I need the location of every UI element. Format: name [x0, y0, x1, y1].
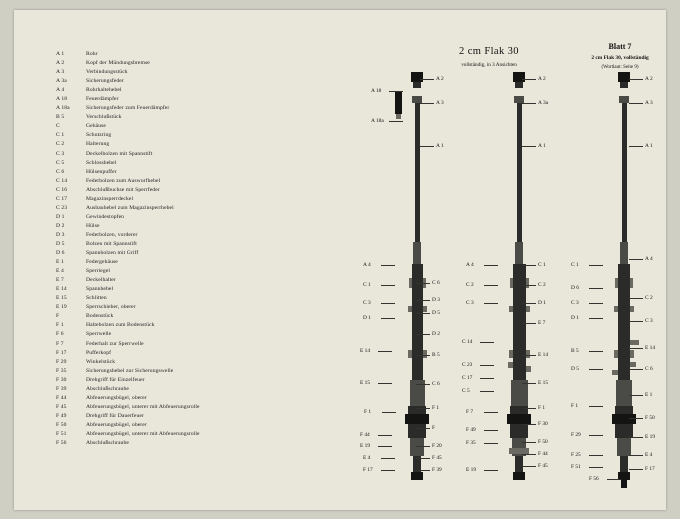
legend-text: Abfeuerungsbügel, oberer: [86, 394, 147, 401]
legend-text: Spannhebel: [86, 286, 114, 293]
gun-part: [619, 96, 629, 103]
gun-part: [616, 380, 632, 406]
callout-label: C 14: [462, 339, 473, 345]
callout-label: F 50: [538, 439, 548, 445]
leader-line: [629, 395, 643, 396]
leader-line: [378, 351, 392, 352]
callout-label: C 6: [432, 381, 440, 387]
legend-text: Sicherungsfeder: [86, 78, 124, 85]
legend-code: C 14: [56, 177, 68, 184]
legend-code: A 4: [56, 87, 65, 94]
callout-label: C 17: [462, 375, 473, 381]
callout-label: C 3: [645, 318, 653, 324]
legend-code: A 3a: [56, 78, 67, 85]
leader-line: [378, 435, 392, 436]
legend-text: Gewindestopfen: [86, 213, 125, 220]
callout-label: F 1: [432, 405, 440, 411]
callout-label: A 1: [538, 143, 546, 149]
callout-label: E 7: [538, 320, 546, 326]
leader-line: [420, 79, 434, 80]
callout-label: B 5: [432, 352, 440, 358]
gun-part: [630, 278, 633, 288]
callout-label: F 17: [363, 467, 373, 473]
leader-line: [416, 384, 430, 385]
callout-label: B 5: [571, 348, 579, 354]
gun-part: [617, 438, 631, 456]
legend-text: Abfeuerungsbügel, oberer: [86, 421, 147, 428]
gun-part: [614, 350, 618, 358]
leader-line: [629, 469, 643, 470]
leader-line: [416, 458, 430, 459]
leader-line: [629, 259, 643, 260]
legend-text: Hülse: [86, 222, 100, 229]
legend-code: D 1: [56, 213, 65, 220]
legend-code: E 4: [56, 268, 64, 275]
legend-text: Verbindungsstück: [86, 69, 128, 76]
leader-line: [522, 408, 536, 409]
legend-text: Feuerdämpfer: [86, 96, 119, 103]
leader-line: [416, 334, 430, 335]
leader-line: [629, 418, 643, 419]
gun-part: [615, 278, 618, 288]
callout-label: A 2: [645, 76, 653, 82]
legend-code: C 23: [56, 204, 68, 211]
leader-line: [589, 467, 603, 468]
legend-code: F 17: [56, 349, 67, 356]
leader-line: [629, 298, 643, 299]
legend-code: D 6: [56, 250, 65, 257]
callout-label: F 45: [432, 455, 442, 461]
callout-label: D 1: [571, 315, 579, 321]
callout-label: A 2: [538, 76, 546, 82]
legend-code: F 44: [56, 394, 67, 401]
legend-code: C 2: [56, 141, 65, 148]
legend-code: C 16: [56, 186, 68, 193]
leader-line: [416, 283, 430, 284]
callout-label: E 15: [360, 380, 371, 386]
callout-label: F 49: [466, 427, 476, 433]
legend-text: Federgehäuse: [86, 259, 118, 266]
leader-line: [522, 146, 536, 147]
legend-text: Pufferkopf: [86, 349, 112, 356]
leader-line: [589, 406, 603, 407]
gun-part: [618, 264, 630, 384]
leader-line: [522, 383, 536, 384]
callout-label: F: [432, 425, 435, 431]
callout-label: A 4: [645, 256, 653, 262]
legend-code: B 5: [56, 114, 65, 121]
callout-label: C 3: [571, 300, 579, 306]
leader-line: [522, 285, 536, 286]
leader-line: [389, 91, 403, 92]
callout-label: E 14: [360, 348, 371, 354]
callout-label: C 2: [538, 282, 546, 288]
figure-right-view: [14, 10, 666, 510]
legend-text: Federhalt zur Sperrwelle: [86, 340, 144, 347]
center-subtitle: vollständig, in 3 Ansichten: [461, 62, 517, 68]
callout-label: F 20: [432, 443, 442, 449]
leader-line: [381, 285, 395, 286]
leader-line: [382, 412, 396, 413]
callout-label: C 6: [432, 280, 440, 286]
callout-label: F 1: [364, 409, 372, 415]
legend-text: Sicherungsfeder zum Feuerdämpfer: [86, 105, 170, 112]
center-title: 2 cm Flak 30: [459, 46, 519, 57]
legend-text: Abschlußschraube: [86, 440, 129, 447]
legend-text: Federbolzen, vorderer: [86, 231, 138, 238]
callout-label: E 15: [538, 380, 549, 386]
leader-line: [484, 412, 498, 413]
leader-line: [484, 470, 498, 471]
leader-line: [381, 470, 395, 471]
leader-line: [522, 424, 536, 425]
callout-label: C 2: [645, 295, 653, 301]
legend-code: F 51: [56, 430, 67, 437]
leader-line: [629, 103, 643, 104]
callout-label: F 35: [466, 440, 476, 446]
leader-line: [381, 318, 395, 319]
callout-label: F 44: [538, 451, 548, 457]
callout-label: F 45: [538, 463, 548, 469]
leader-line: [522, 265, 536, 266]
gun-part: [630, 362, 636, 367]
callout-label: D 5: [432, 310, 440, 316]
callout-label: F 56: [589, 476, 599, 482]
leader-line: [629, 321, 643, 322]
legend-text: Drehgriff für Dauerfeuer: [86, 412, 144, 419]
leader-line: [480, 342, 494, 343]
leader-line: [522, 442, 536, 443]
callout-label: D 1: [538, 300, 546, 306]
leader-line: [416, 446, 430, 447]
legend-text: Abschlußbuchse mit Sperrfeder: [86, 186, 160, 193]
callout-label: D 6: [571, 285, 579, 291]
leader-line: [378, 446, 392, 447]
leader-line: [484, 285, 498, 286]
leader-line: [480, 391, 494, 392]
sheet-subtitle-2: (Wortlaut: Seite 9): [601, 65, 639, 70]
gun-part: [622, 103, 627, 253]
leader-line: [381, 265, 395, 266]
callout-label: A 1: [645, 143, 653, 149]
leader-line: [381, 458, 395, 459]
legend-code: C 17: [56, 195, 68, 202]
gun-part: [620, 242, 628, 264]
leader-line: [522, 454, 536, 455]
legend-code: F 30: [56, 376, 67, 383]
leader-line: [589, 303, 603, 304]
legend-code: F 29: [56, 358, 67, 365]
gun-part: [612, 370, 618, 375]
legend-code: C: [56, 123, 60, 130]
callout-label: E 1: [645, 392, 653, 398]
leader-line: [416, 355, 430, 356]
legend-code: E 15: [56, 295, 67, 302]
callout-label: C 2: [466, 282, 474, 288]
callout-label: C 3: [363, 300, 371, 306]
gun-part: [620, 82, 628, 88]
leader-line: [522, 466, 536, 467]
callout-label: C 3: [466, 300, 474, 306]
legend-text: Bodenstück: [86, 313, 114, 320]
leader-line: [484, 430, 498, 431]
legend-text: Winkelstück: [86, 358, 116, 365]
callout-label: F 30: [538, 421, 548, 427]
legend-text: Sperriegel: [86, 268, 110, 275]
callout-label: F 25: [571, 452, 581, 458]
legend-code: A 18: [56, 96, 68, 103]
leader-line: [480, 365, 494, 366]
gun-part: [614, 306, 618, 312]
leader-line: [589, 265, 603, 266]
leader-line: [629, 437, 643, 438]
legend-text: Abfeuerungsbügel, unterer mit Abfeuerungsrolle: [86, 430, 200, 437]
callout-label: F 39: [432, 467, 442, 473]
legend-code: F 50: [56, 421, 67, 428]
callout-label: A 3: [645, 100, 653, 106]
leader-line: [629, 455, 643, 456]
legend-code: F: [56, 313, 60, 320]
legend-text: Abfeuerungsbügel, unterer mit Abfeuerungsrolle: [86, 403, 200, 410]
legend-text: Bolzen mit Spannstift: [86, 240, 137, 247]
callout-label: C 23: [462, 362, 473, 368]
legend-text: Sicherungshebel zur Sicherungswelle: [86, 367, 174, 374]
leader-line: [389, 121, 403, 122]
leader-line: [589, 455, 603, 456]
leader-line: [480, 378, 494, 379]
callout-label: F 44: [360, 432, 370, 438]
legend-code: F 7: [56, 340, 64, 347]
legend-code: A 3: [56, 69, 65, 76]
leader-line: [522, 103, 536, 104]
callout-label: A 3a: [538, 100, 549, 106]
callout-label: D 1: [363, 315, 371, 321]
legend-code: D 2: [56, 222, 65, 229]
gun-part: [630, 340, 639, 345]
callout-label: E 19: [466, 467, 477, 473]
legend-code: C 1: [56, 132, 65, 139]
leader-line: [589, 351, 603, 352]
callout-label: F 1: [571, 403, 579, 409]
leader-line: [416, 300, 430, 301]
legend-text: Gehäuse: [86, 123, 106, 130]
callout-label: E 14: [538, 352, 549, 358]
legend-text: Deckelhalter: [86, 277, 116, 284]
leader-line: [589, 435, 603, 436]
callout-label: F 7: [466, 409, 474, 415]
legend-text: Abschlußschraube: [86, 385, 129, 392]
legend-text: Rohrhaltehebel: [86, 87, 122, 94]
callout-label: A 3: [436, 100, 444, 106]
legend-code: F 35: [56, 367, 67, 374]
legend-code: F 1: [56, 322, 64, 329]
callout-label: D 5: [571, 366, 579, 372]
legend-text: Verschlußstück: [86, 114, 122, 121]
legend-code: D 3: [56, 231, 65, 238]
legend-code: E 14: [56, 286, 67, 293]
callout-label: F 29: [571, 432, 581, 438]
callout-label: E 19: [645, 434, 656, 440]
legend-code: F 56: [56, 440, 67, 447]
leader-line: [420, 103, 434, 104]
gun-part: [618, 72, 630, 82]
leader-line: [629, 146, 643, 147]
sheet-label: Blatt 7: [608, 42, 632, 51]
leader-line: [522, 303, 536, 304]
legend-code: E 7: [56, 277, 64, 284]
sheet-subtitle-1: 2 cm Flak 30, vollständig: [591, 55, 649, 61]
legend-text: Kopf der Mündungsbremse: [86, 60, 150, 67]
leader-line: [381, 303, 395, 304]
legend-code: C 3: [56, 150, 65, 157]
callout-label: A 18a: [371, 118, 384, 124]
callout-label: C 5: [462, 388, 470, 394]
leader-line: [522, 323, 536, 324]
legend-text: Sperrwelle: [86, 331, 112, 338]
callout-label: F 1: [538, 405, 546, 411]
callout-label: A 4: [363, 262, 371, 268]
legend-code: F 6: [56, 331, 64, 338]
callout-label: C 1: [538, 262, 546, 268]
callout-label: E 4: [645, 452, 653, 458]
leader-line: [484, 265, 498, 266]
callout-label: C 1: [363, 282, 371, 288]
leader-line: [589, 288, 603, 289]
legend-code: A 18a: [56, 105, 70, 112]
legend-code: E 1: [56, 259, 64, 266]
leader-line: [629, 348, 643, 349]
legend-code: D 5: [56, 240, 65, 247]
gun-part: [621, 480, 627, 488]
callout-label: E 4: [363, 455, 371, 461]
callout-label: A 2: [436, 76, 444, 82]
leader-line: [589, 318, 603, 319]
callout-label: E 14: [645, 345, 656, 351]
callout-label: A 18: [371, 88, 382, 94]
legend-text: Drehgriff für Einzelfeuer: [86, 376, 145, 383]
leader-line: [522, 79, 536, 80]
gun-part: [612, 414, 636, 424]
legend-text: Schutzring: [86, 132, 112, 139]
leader-line: [416, 428, 430, 429]
leader-line: [522, 355, 536, 356]
leader-line: [484, 303, 498, 304]
legend-text: Ausbauhebel zum Magazinsperrhebel: [86, 204, 174, 211]
callout-label: A 4: [466, 262, 474, 268]
leader-line: [416, 408, 430, 409]
leader-line: [589, 369, 603, 370]
legend-code: C 5: [56, 159, 65, 166]
legend-text: Sperrschieber, oberer: [86, 304, 136, 311]
callout-label: D 2: [432, 331, 440, 337]
legend-code: A 1: [56, 51, 65, 57]
legend-code: F 45: [56, 403, 67, 410]
leader-line: [416, 313, 430, 314]
legend-code: F 49: [56, 412, 67, 419]
leader-line: [420, 146, 434, 147]
legend-text: Spannbolzen mit Griff: [86, 250, 139, 257]
gun-part: [630, 350, 634, 358]
callout-label: F 17: [645, 466, 655, 472]
callout-label: C 1: [571, 262, 579, 268]
legend-text: Federbolzen zum Auswurfhebel: [86, 177, 161, 184]
gun-part: [620, 456, 628, 472]
callout-label: A 1: [436, 143, 444, 149]
legend-text: Halterung: [86, 141, 110, 148]
legend-text: Rohr: [86, 51, 98, 57]
legend-text: Hülsenpuffer: [86, 168, 117, 175]
legend-code: A 2: [56, 60, 65, 67]
leader-line: [378, 383, 392, 384]
callout-label: F 51: [571, 464, 581, 470]
legend-code: C 6: [56, 168, 65, 175]
document-page: [14, 10, 666, 510]
legend-text: Schlosshebel: [86, 159, 117, 166]
callout-label: D 3: [432, 297, 440, 303]
legend-text: Schlitten: [86, 295, 107, 302]
callout-label: E 19: [360, 443, 371, 449]
leader-line: [416, 470, 430, 471]
leader-line: [629, 79, 643, 80]
legend-code: F 39: [56, 385, 67, 392]
leader-line: [607, 479, 621, 480]
legend-code: E 19: [56, 304, 67, 311]
leader-line: [484, 443, 498, 444]
gun-part: [630, 306, 634, 312]
legend-text: Haltebolzen zum Bodenstück: [86, 322, 155, 329]
callout-label: C 6: [645, 366, 653, 372]
leader-line: [629, 369, 643, 370]
legend-text: Magazinsperrdeckel: [86, 195, 134, 202]
legend-text: Deckelbolzen mit Spannstift: [86, 150, 153, 157]
callout-label: F 50: [645, 415, 655, 421]
